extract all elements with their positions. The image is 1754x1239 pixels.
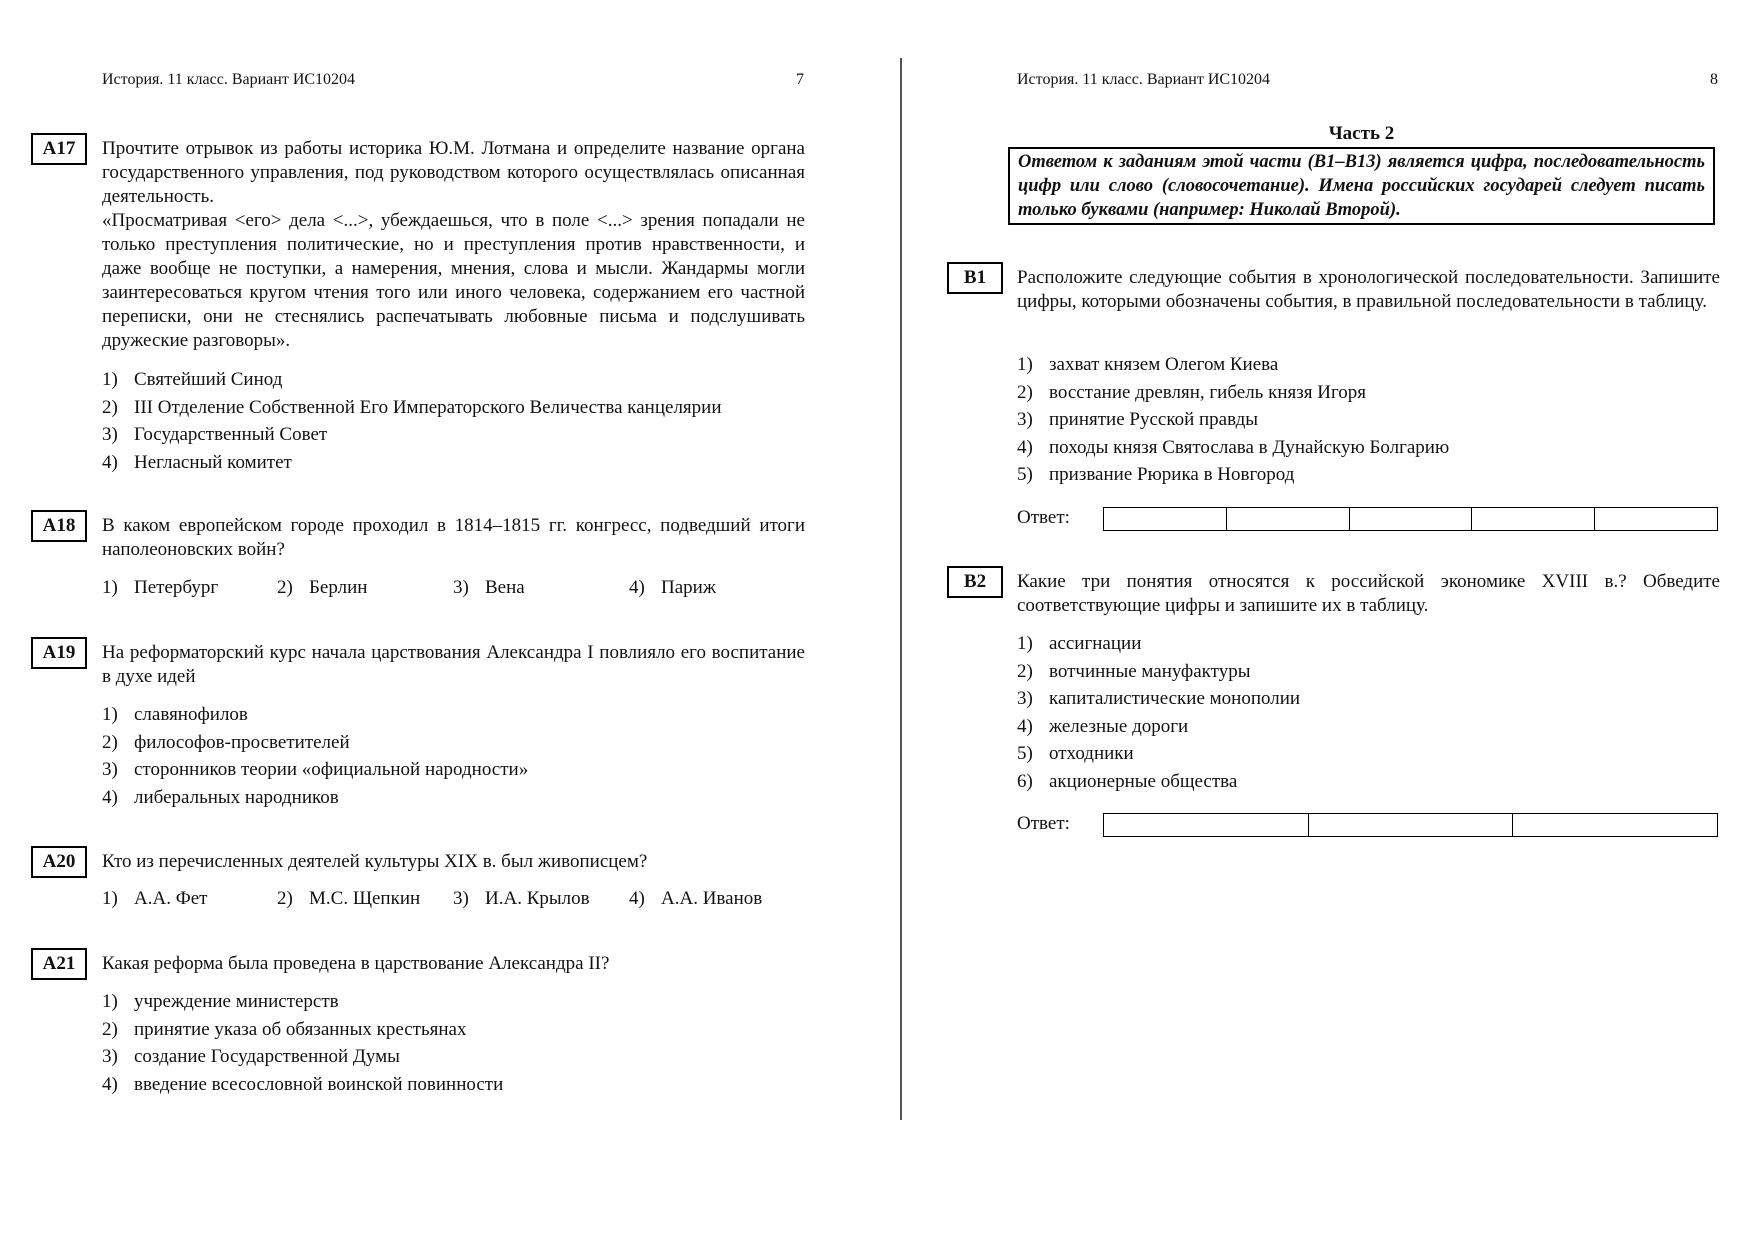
- option[interactable]: 1) А.А. Фет: [102, 888, 208, 909]
- option[interactable]: 3) принятие Русской правды: [1017, 409, 1259, 431]
- page-header: История. 11 класс. Вариант ИС10204: [1017, 71, 1271, 88]
- option[interactable]: 4) железные дороги: [1017, 715, 1189, 737]
- option[interactable]: 1) захват князем Олегом Киева: [1017, 354, 1279, 375]
- option[interactable]: 5) призвание Рюрика в Новгород: [1017, 464, 1295, 486]
- question-label: А19: [31, 637, 87, 669]
- option[interactable]: 4) походы князя Святослава в Дунайскую Болгарию: [1017, 436, 1450, 458]
- page-number: 7: [796, 71, 804, 88]
- options-list: [1017, 353, 1449, 491]
- option[interactable]: 3) сторонников теории «официальной народности»: [102, 759, 529, 781]
- option[interactable]: 2) М.С. Щепкин: [277, 888, 421, 909]
- option[interactable]: 4) введение всесословной воинской повинности: [102, 1073, 504, 1095]
- option[interactable]: 3) Государственный Совет: [102, 424, 328, 446]
- question-label: В2: [947, 566, 1003, 598]
- answer-cell[interactable]: [1349, 508, 1472, 530]
- option[interactable]: 2) III Отделение Собственной Его Императорского Величества канцелярии: [102, 396, 722, 418]
- page-header: История. 11 класс. Вариант ИС10204: [102, 71, 356, 88]
- answer-cell[interactable]: [1594, 508, 1717, 530]
- answer-grid: [1103, 507, 1718, 531]
- option[interactable]: 1) учреждение министерств: [102, 991, 339, 1012]
- part-title: Часть 2: [1328, 123, 1395, 144]
- question-text: В каком европейском городе проходил в 1814–1815 гг. конгресс, подведший итоги наполеоновских войн?: [102, 515, 805, 560]
- options-list: [102, 990, 503, 1100]
- question-text: Какая реформа была проведена в царствование Александра II?: [102, 953, 610, 974]
- option[interactable]: 3) создание Государственной Думы: [102, 1046, 400, 1068]
- options-list: [102, 703, 528, 813]
- answer-cell[interactable]: [1104, 508, 1226, 530]
- options-list: [102, 368, 722, 478]
- option[interactable]: 3) И.А. Крылов: [453, 888, 590, 909]
- option[interactable]: 1) Святейший Синод: [102, 369, 283, 390]
- option[interactable]: 1) ассигнации: [1017, 633, 1142, 654]
- option[interactable]: 2) Берлин: [277, 577, 368, 598]
- option[interactable]: 4) либеральных народников: [102, 786, 339, 808]
- option[interactable]: 4) Негласный комитет: [102, 451, 292, 473]
- question-label: В1: [947, 262, 1003, 294]
- question-label: А17: [31, 133, 87, 165]
- question-prompt: Прочтите отрывок из работы историка Ю.М. Лотмана и определите название органа государственного управления, под руководством которого осуществлялась описанная деятельность.: [102, 138, 805, 207]
- option[interactable]: 2) восстание древлян, гибель князя Игоря: [1017, 381, 1366, 403]
- option[interactable]: 3) капиталистические монополии: [1017, 688, 1301, 710]
- question-text: Кто из перечисленных деятелей культуры XIX в. был живописцем?: [102, 851, 648, 872]
- answer-cell[interactable]: [1471, 508, 1594, 530]
- question-text: Расположите следующие события в хронологической последовательности. Запишите цифры, которыми обозначены события, в правильной последовательности в таблицу.: [1017, 267, 1720, 312]
- question-quote: «Просматривая <его> дела <...>, убеждаешься, что в поле <...> зрения попадали не только преступления политические, но и преступления против нравственности, и даже вообще не поступки, а намерения, мнения, слова и мысли. Жандармы могли заинтересоваться кругом чтения того или иного человека, содержанием его частной переписки, они не стеснялись распечатывать любовные письма и подслушивать дружеские разговоры».: [102, 210, 805, 351]
- question-label: А20: [31, 846, 87, 878]
- answer-cell[interactable]: [1308, 814, 1513, 836]
- option[interactable]: 3) Вена: [453, 577, 525, 598]
- option[interactable]: 2) философов-просветителей: [102, 731, 350, 753]
- option[interactable]: 2) принятие указа об обязанных крестьянах: [102, 1018, 467, 1040]
- option[interactable]: 4) А.А. Иванов: [629, 888, 763, 909]
- page-number: 8: [1710, 71, 1718, 88]
- question-label: А21: [31, 948, 87, 980]
- option[interactable]: 1) славянофилов: [102, 704, 248, 725]
- option[interactable]: 5) отходники: [1017, 743, 1134, 765]
- option[interactable]: 6) акционерные общества: [1017, 770, 1238, 792]
- answer-cell[interactable]: [1512, 814, 1717, 836]
- instructions-box: Ответом к заданиям этой части (В1–В13) является цифра, последовательность цифр или слово (словосочетание). Имена российских государей следует писать только буквами (например: Николай Второй).: [1008, 147, 1715, 225]
- question-label: А18: [31, 510, 87, 542]
- answer-label: Ответ:: [1017, 813, 1070, 834]
- answer-grid: [1103, 813, 1718, 837]
- options-list: [1017, 632, 1300, 798]
- question-text: На реформаторский курс начала царствования Александра I повлияло его воспитание в духе идей: [102, 642, 805, 687]
- option[interactable]: 2) вотчинные мануфактуры: [1017, 660, 1251, 682]
- page-divider: [900, 58, 902, 1120]
- option[interactable]: 4) Париж: [629, 577, 716, 598]
- question-text: Какие три понятия относятся к российской экономике XVIII в.? Обведите соответствующие цифры и запишите их в таблицу.: [1017, 571, 1720, 616]
- answer-cell[interactable]: [1226, 508, 1349, 530]
- answer-cell[interactable]: [1104, 814, 1308, 836]
- question-text: [102, 137, 805, 353]
- answer-label: Ответ:: [1017, 507, 1070, 528]
- option[interactable]: 1) Петербург: [102, 577, 219, 598]
